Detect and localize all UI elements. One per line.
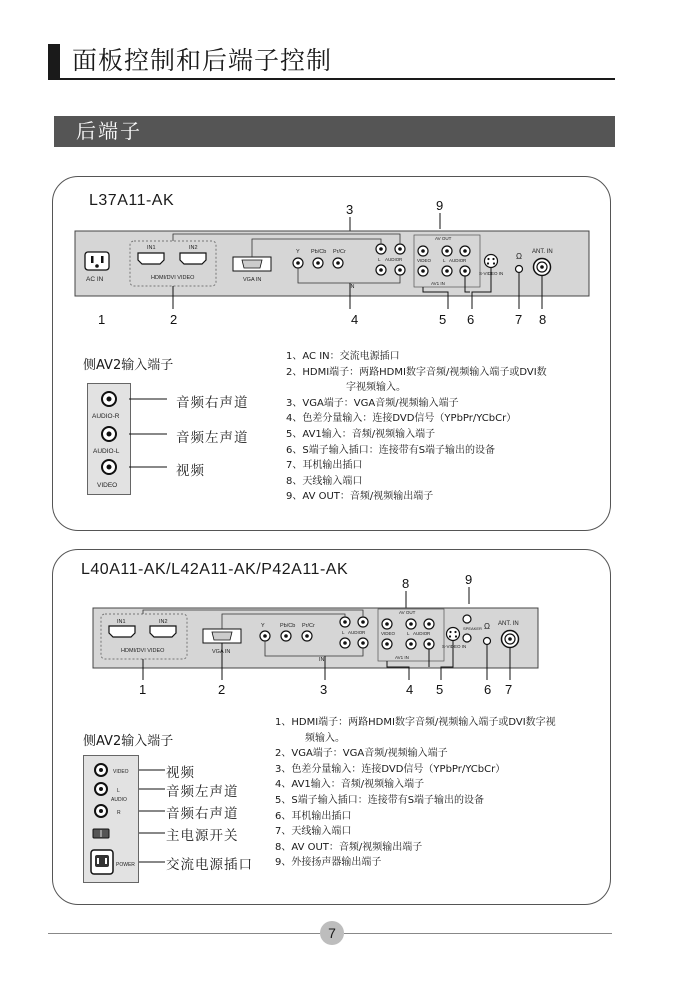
footer-rule-right — [344, 933, 612, 934]
headphone-icon: Ω — [484, 622, 490, 631]
legend-item: 2、VGA端子：VGA音频/视频输入端子 — [275, 748, 448, 760]
s-video-port — [485, 255, 498, 268]
audio-left-label: 音频左声道 — [176, 430, 249, 446]
model-name: L40A11-AK/L42A11-AK/P42A11-AK — [81, 561, 349, 578]
side-r-label: R — [117, 810, 121, 816]
svg-text:IN1: IN1 — [117, 619, 126, 625]
page-title: 面板控制和后端子控制 — [72, 46, 333, 75]
side-audio-right-text: 音频右声道 — [166, 806, 239, 822]
callout-8: 8 — [539, 312, 547, 327]
r-label-b: R — [427, 631, 431, 636]
speaker-l-terminal — [463, 615, 471, 623]
in-label-a: IN — [349, 284, 355, 290]
hdmi-label: HDMI/DVI VIDEO — [151, 275, 195, 281]
callout-7: 7 — [515, 312, 523, 327]
legend-item: 6、S端子输入插口：连接带有S端子输出的设备 — [286, 444, 496, 456]
y-label: Y — [261, 623, 265, 629]
callout-4: 4 — [351, 312, 359, 327]
speaker-r-terminal — [463, 634, 471, 642]
s-video-label: S-VIDEO IN — [442, 644, 467, 649]
callout-2: 2 — [170, 312, 178, 327]
headphone-jack — [484, 638, 491, 645]
side-l-label: L — [117, 788, 120, 794]
audio-r-jack-label: AUDIO-R — [92, 413, 120, 420]
side-video-jack-label: VIDEO — [113, 769, 129, 775]
prcr-label: Pr/Cr — [333, 249, 346, 255]
callout-3: 3 — [346, 202, 354, 217]
side-av2-title: 侧AV2输入端子 — [83, 734, 174, 749]
page-number-badge — [320, 921, 344, 945]
pbcb-label: Pb/Cb — [280, 623, 296, 629]
s-video-port — [447, 628, 460, 641]
rear-panel-diagram — [53, 197, 612, 337]
legend-item: 3、VGA端子：VGA音频/视频输入端子 — [286, 397, 459, 409]
vga-port — [233, 257, 271, 271]
callout-6: 6 — [467, 312, 475, 327]
speaker-label: SPEAKER — [463, 626, 482, 631]
side-panel-leaders — [139, 755, 169, 885]
ant-in-label: ANT. IN — [498, 621, 519, 627]
l-label-b: L — [407, 631, 410, 636]
callout-5: 5 — [436, 682, 444, 697]
callout-9: 9 — [465, 572, 473, 587]
side-av2-leaders — [129, 383, 179, 495]
svg-text:IN2: IN2 — [189, 245, 198, 251]
in-label-a: IN — [319, 657, 325, 663]
power-label: POWER — [116, 862, 135, 868]
antenna-port — [502, 631, 519, 648]
av1-in-label: AV1 IN — [431, 281, 445, 286]
pbcb-label: Pb/Cb — [311, 249, 327, 255]
model-panel-l40a11 — [52, 549, 611, 905]
audio-right-label: 音频右声道 — [176, 395, 249, 411]
headphone-jack — [516, 266, 523, 273]
prcr-label: Pr/Cr — [302, 623, 315, 629]
page-number: 7 — [328, 925, 336, 941]
section-title: 后端子 — [76, 119, 142, 143]
callout-1: 1 — [98, 312, 106, 327]
legend-item: 1、HDMI端子：两路HDMI数字音频/视频输入端子或DVI数字视 — [275, 717, 556, 728]
vga-port — [203, 629, 241, 643]
rear-panel-diagram — [53, 572, 612, 702]
callout-1: 1 — [139, 682, 147, 697]
legend-item: 8、AV OUT：音频/视频输出端子 — [275, 841, 423, 853]
side-power-switch-text: 主电源开关 — [166, 828, 239, 844]
callout-7: 7 — [505, 682, 513, 697]
s-video-label: S-VIDEO IN — [479, 271, 504, 276]
vga-label: VGA IN — [243, 277, 262, 283]
r-label-b: R — [463, 258, 467, 263]
r-label-a: R — [362, 630, 366, 635]
callout-3: 3 — [320, 682, 328, 697]
r-label-a: R — [399, 257, 403, 262]
callout-8: 8 — [402, 576, 410, 591]
legend-item: 7、天线输入端口 — [275, 826, 352, 838]
ac-inlet-icon — [91, 850, 113, 874]
legend-item: 6、耳机输出插口 — [275, 810, 352, 822]
model-panel-l37a11 — [52, 176, 611, 531]
l-label-a: L — [378, 257, 381, 262]
l-label-a: L — [342, 630, 345, 635]
model-name: L37A11-AK — [89, 192, 175, 209]
legend-item: 1、AC IN：交流电源插口 — [286, 351, 400, 362]
l-label-b: L — [443, 258, 446, 263]
legend-item: 字视频输入。 — [346, 382, 406, 394]
legend-list — [286, 349, 547, 505]
footer-rule-left — [48, 933, 320, 934]
svg-text:IN1: IN1 — [147, 245, 156, 251]
video-label: 视频 — [176, 463, 205, 479]
legend-item: 5、S端子输入插口：连接带有S端子输出的设备 — [275, 794, 485, 806]
legend-item: 9、外接扬声器输出端子 — [275, 857, 382, 869]
callout-5: 5 — [439, 312, 447, 327]
side-video-text: 视频 — [166, 765, 195, 781]
section-header — [54, 116, 615, 147]
legend-item: 3、色差分量输入：连接DVD信号（YPbPr/YCbCr） — [275, 763, 506, 775]
video-jack-label: VIDEO — [97, 482, 118, 489]
svg-text:IN2: IN2 — [159, 619, 168, 625]
video-label-a: VIDEO — [381, 631, 396, 636]
ac-in-label: AC IN — [86, 276, 104, 283]
audio-l-jack-label: AUDIO-L — [93, 448, 120, 455]
av1-in-label: AV1 IN — [395, 655, 409, 660]
title-divider — [48, 78, 615, 80]
side-audio-label: AUDIO — [111, 797, 127, 803]
y-label: Y — [296, 249, 300, 255]
audio-label-b: AUDIO — [449, 258, 464, 263]
audio-label-b: AUDIO — [413, 631, 428, 636]
legend-item: 5、AV1输入：音频/视频输入端子 — [286, 428, 436, 440]
hdmi-label: HDMI/DVI VIDEO — [121, 648, 165, 654]
title-marker — [48, 44, 60, 78]
legend-item: 9、AV OUT：音频/视频输出端子 — [286, 491, 434, 503]
side-av2-title: 侧AV2输入端子 — [83, 358, 174, 373]
legend-item: 2、HDMI端子：两路HDMI数字音频/视频输入端子或DVI数 — [286, 366, 547, 378]
callout-6: 6 — [484, 682, 492, 697]
video-label-a: VIDEO — [417, 258, 432, 263]
side-panel — [83, 755, 143, 885]
legend-item: 频输入。 — [305, 732, 345, 744]
ac-inlet-icon — [85, 252, 109, 270]
audio-label-a: AUDIO — [348, 630, 363, 635]
antenna-port — [534, 259, 551, 276]
vga-label: VGA IN — [212, 649, 231, 655]
legend-item: 8、天线输入端口 — [286, 475, 363, 487]
audio-label-a: AUDIO — [385, 257, 400, 262]
side-audio-left-text: 音频左声道 — [166, 784, 239, 800]
legend-item: 7、耳机输出插口 — [286, 460, 363, 472]
callout-4: 4 — [406, 682, 414, 697]
side-ac-inlet-text: 交流电源插口 — [166, 857, 253, 873]
callout-2: 2 — [218, 682, 226, 697]
headphone-icon: Ω — [516, 252, 522, 261]
ant-in-label: ANT. IN — [532, 249, 553, 255]
av-out-label: AV OUT — [435, 236, 452, 241]
legend-item: 4、色差分量输入：连接DVD信号（YPbPr/YCbCr） — [286, 413, 517, 425]
callout-9: 9 — [436, 198, 444, 213]
legend-item: 4、AV1输入：音频/视频输入端子 — [275, 779, 425, 791]
av-out-label: AV OUT — [399, 610, 416, 615]
legend-list — [275, 715, 556, 871]
